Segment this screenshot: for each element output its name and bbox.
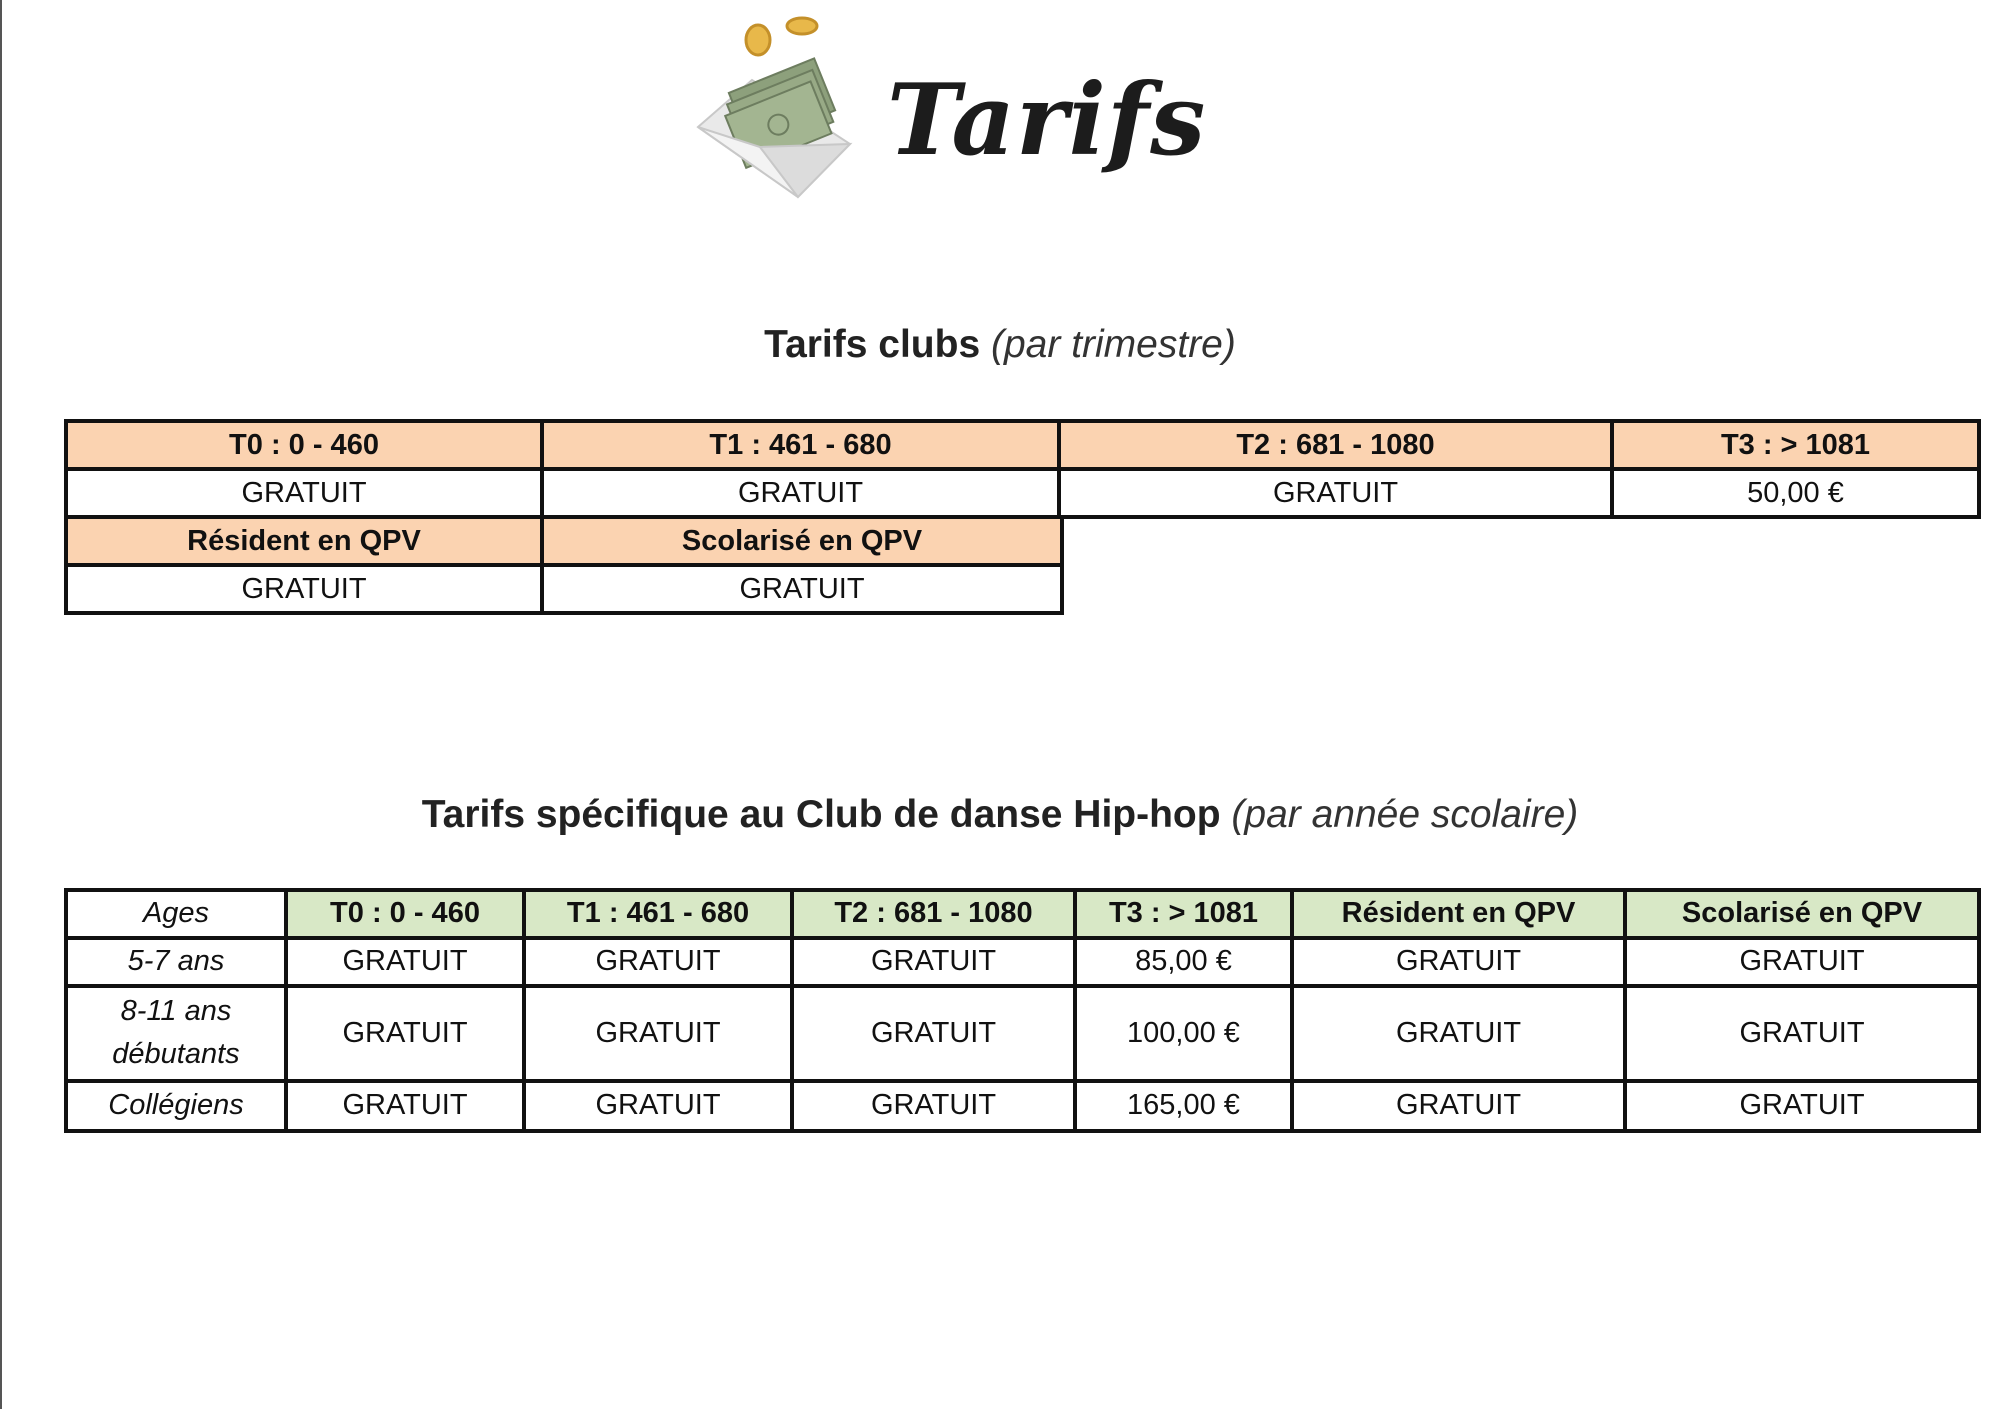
table-cell: GRATUIT — [286, 1081, 524, 1131]
table-row — [66, 1081, 1979, 1131]
column-header: T2 : 681 - 1080 — [792, 890, 1075, 938]
column-header-ages: Ages — [66, 890, 286, 938]
age-cell: Collégiens — [66, 1081, 286, 1131]
table-cell: GRATUIT — [542, 469, 1059, 517]
age-line: débutants — [112, 1038, 240, 1070]
table-cell: GRATUIT — [286, 938, 524, 986]
hiphop-section-title — [0, 795, 2000, 834]
table-cell: GRATUIT — [1292, 938, 1625, 986]
table-cell: GRATUIT — [1625, 986, 1979, 1081]
table-cell: GRATUIT — [792, 1081, 1075, 1131]
table-row — [66, 469, 1979, 517]
table-cell: GRATUIT — [1625, 938, 1979, 986]
column-header: T3 : > 1081 — [1075, 890, 1292, 938]
table-cell: GRATUIT — [524, 938, 792, 986]
table-cell: GRATUIT — [524, 986, 792, 1081]
column-header: T1 : 461 - 680 — [524, 890, 792, 938]
column-header: T2 : 681 - 1080 — [1059, 421, 1612, 469]
age-cell: 5-7 ans — [66, 938, 286, 986]
hiphop-title: Tarifs spécifique au Club de danse Hip-hop — [421, 793, 1221, 836]
table-cell: GRATUIT — [542, 565, 1062, 613]
table-row — [66, 986, 1979, 1081]
column-header: T1 : 461 - 680 — [542, 421, 1059, 469]
table-cell: 85,00 € — [1075, 938, 1292, 986]
table-cell: GRATUIT — [286, 986, 524, 1081]
table-cell: GRATUIT — [1059, 469, 1612, 517]
column-header: Scolarisé en QPV — [542, 517, 1062, 565]
column-header: T3 : > 1081 — [1612, 421, 1979, 469]
money-envelope-icon — [690, 12, 870, 202]
table-cell: GRATUIT — [1625, 1081, 1979, 1131]
page-title: Tarifs — [887, 63, 1207, 178]
table-row — [66, 565, 1062, 613]
table-cell: 50,00 € — [1612, 469, 1979, 517]
table-cell: GRATUIT — [524, 1081, 792, 1131]
table-cell: GRATUIT — [66, 469, 542, 517]
table-cell: GRATUIT — [1292, 1081, 1625, 1131]
table-header-row — [66, 421, 1979, 469]
hiphop-subtitle: (par année scolaire) — [1231, 793, 1579, 836]
clubs-section-title — [0, 325, 2000, 364]
clubs-subtitle: (par trimestre) — [991, 323, 1236, 366]
column-header: T0 : 0 - 460 — [66, 421, 542, 469]
hiphop-rates-table — [64, 888, 1981, 1133]
age-line: 8-11 ans — [120, 994, 232, 1027]
table-cell: 165,00 € — [1075, 1081, 1292, 1131]
clubs-rates-table — [64, 419, 1981, 519]
page-header — [690, 12, 1207, 202]
clubs-qpv-table — [64, 515, 1064, 615]
column-header: Résident en QPV — [1292, 890, 1625, 938]
table-header-row — [66, 517, 1062, 565]
age-cell — [66, 986, 286, 1081]
clubs-title: Tarifs clubs — [764, 323, 981, 366]
column-header: Résident en QPV — [66, 517, 542, 565]
table-cell: GRATUIT — [1292, 986, 1625, 1081]
table-cell: GRATUIT — [792, 938, 1075, 986]
table-cell: GRATUIT — [66, 565, 542, 613]
table-header-row — [66, 890, 1979, 938]
table-cell: GRATUIT — [792, 986, 1075, 1081]
column-header: T0 : 0 - 460 — [286, 890, 524, 938]
page-left-border — [0, 0, 2, 1409]
column-header: Scolarisé en QPV — [1625, 890, 1979, 938]
table-cell: 100,00 € — [1075, 986, 1292, 1081]
table-row — [66, 938, 1979, 986]
